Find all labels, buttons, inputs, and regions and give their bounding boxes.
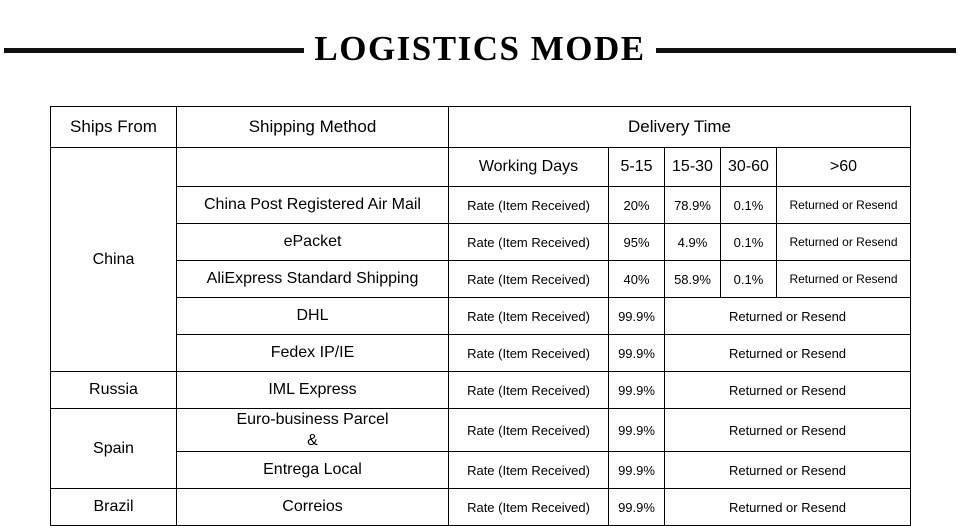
rate-correios: Rate (Item Received)	[449, 489, 609, 526]
pct-epacket-5-15: 95%	[609, 224, 665, 261]
rate-epacket: Rate (Item Received)	[449, 224, 609, 261]
subheader-30-60: 30-60	[721, 148, 777, 187]
title-rule-right	[656, 48, 956, 53]
method-dhl: DHL	[177, 298, 449, 335]
method-fedex: Fedex IP/IE	[177, 335, 449, 372]
method-iml-express: IML Express	[177, 372, 449, 409]
pct-correios-5-15: 99.9%	[609, 489, 665, 526]
subheader-method-blank	[177, 148, 449, 187]
table-row	[51, 187, 911, 224]
table-subheader-row	[51, 148, 911, 187]
table-row	[51, 335, 911, 372]
status-iml-merged: Returned or Resend	[665, 372, 911, 409]
method-correios: Correios	[177, 489, 449, 526]
status-china-post-over-60: Returned or Resend	[777, 187, 911, 224]
pct-fedex-5-15: 99.9%	[609, 335, 665, 372]
rate-dhl: Rate (Item Received)	[449, 298, 609, 335]
rate-china-post: Rate (Item Received)	[449, 187, 609, 224]
table-header-row	[51, 107, 911, 148]
pct-euro-business-5-15: 99.9%	[609, 409, 665, 452]
method-euro-business-parcel	[177, 409, 449, 452]
page-title: LOGISTICS MODE	[314, 29, 646, 68]
status-aliexpress-over-60: Returned or Resend	[777, 261, 911, 298]
rate-euro-business-parcel: Rate (Item Received)	[449, 409, 609, 452]
pct-china-post-5-15: 20%	[609, 187, 665, 224]
page-title-banner	[0, 26, 960, 72]
pct-epacket-30-60: 0.1%	[721, 224, 777, 261]
table-row	[51, 372, 911, 409]
pct-iml-5-15: 99.9%	[609, 372, 665, 409]
subheader-over-60: >60	[777, 148, 911, 187]
method-epacket: ePacket	[177, 224, 449, 261]
rate-entrega-local: Rate (Item Received)	[449, 452, 609, 489]
table-row	[51, 224, 911, 261]
subheader-15-30: 15-30	[665, 148, 721, 187]
subheader-5-15: 5-15	[609, 148, 665, 187]
method-entrega-local: Entrega Local	[177, 452, 449, 489]
pct-aliexpress-30-60: 0.1%	[721, 261, 777, 298]
pct-entrega-local-5-15: 99.9%	[609, 452, 665, 489]
method-euro-business-parcel-line2: &	[307, 432, 318, 449]
table-row	[51, 489, 911, 526]
status-correios-merged: Returned or Resend	[665, 489, 911, 526]
header-ships-from: Ships From	[51, 107, 177, 148]
table-row	[51, 298, 911, 335]
pct-china-post-30-60: 0.1%	[721, 187, 777, 224]
logistics-table	[50, 106, 911, 526]
pct-epacket-15-30: 4.9%	[665, 224, 721, 261]
pct-dhl-5-15: 99.9%	[609, 298, 665, 335]
rate-aliexpress-standard: Rate (Item Received)	[449, 261, 609, 298]
status-entrega-local-merged: Returned or Resend	[665, 452, 911, 489]
status-fedex-merged: Returned or Resend	[665, 335, 911, 372]
table-row	[51, 409, 911, 452]
rate-iml-express: Rate (Item Received)	[449, 372, 609, 409]
pct-aliexpress-5-15: 40%	[609, 261, 665, 298]
logistics-table-wrap	[50, 106, 910, 526]
method-euro-business-parcel-line1: Euro-business Parcel	[236, 411, 389, 428]
status-epacket-over-60: Returned or Resend	[777, 224, 911, 261]
status-dhl-merged: Returned or Resend	[665, 298, 911, 335]
header-delivery-time: Delivery Time	[449, 107, 911, 148]
pct-china-post-15-30: 78.9%	[665, 187, 721, 224]
table-row	[51, 261, 911, 298]
from-cell-russia: Russia	[51, 372, 177, 409]
header-shipping-method: Shipping Method	[177, 107, 449, 148]
title-rule-left	[4, 48, 304, 53]
rate-fedex: Rate (Item Received)	[449, 335, 609, 372]
table-row	[51, 452, 911, 489]
from-cell-brazil: Brazil	[51, 489, 177, 526]
method-aliexpress-standard: AliExpress Standard Shipping	[177, 261, 449, 298]
method-china-post: China Post Registered Air Mail	[177, 187, 449, 224]
from-cell-spain: Spain	[51, 409, 177, 489]
from-cell-china: China	[51, 148, 177, 372]
status-euro-business-merged: Returned or Resend	[665, 409, 911, 452]
pct-aliexpress-15-30: 58.9%	[665, 261, 721, 298]
subheader-working-days: Working Days	[449, 148, 609, 187]
